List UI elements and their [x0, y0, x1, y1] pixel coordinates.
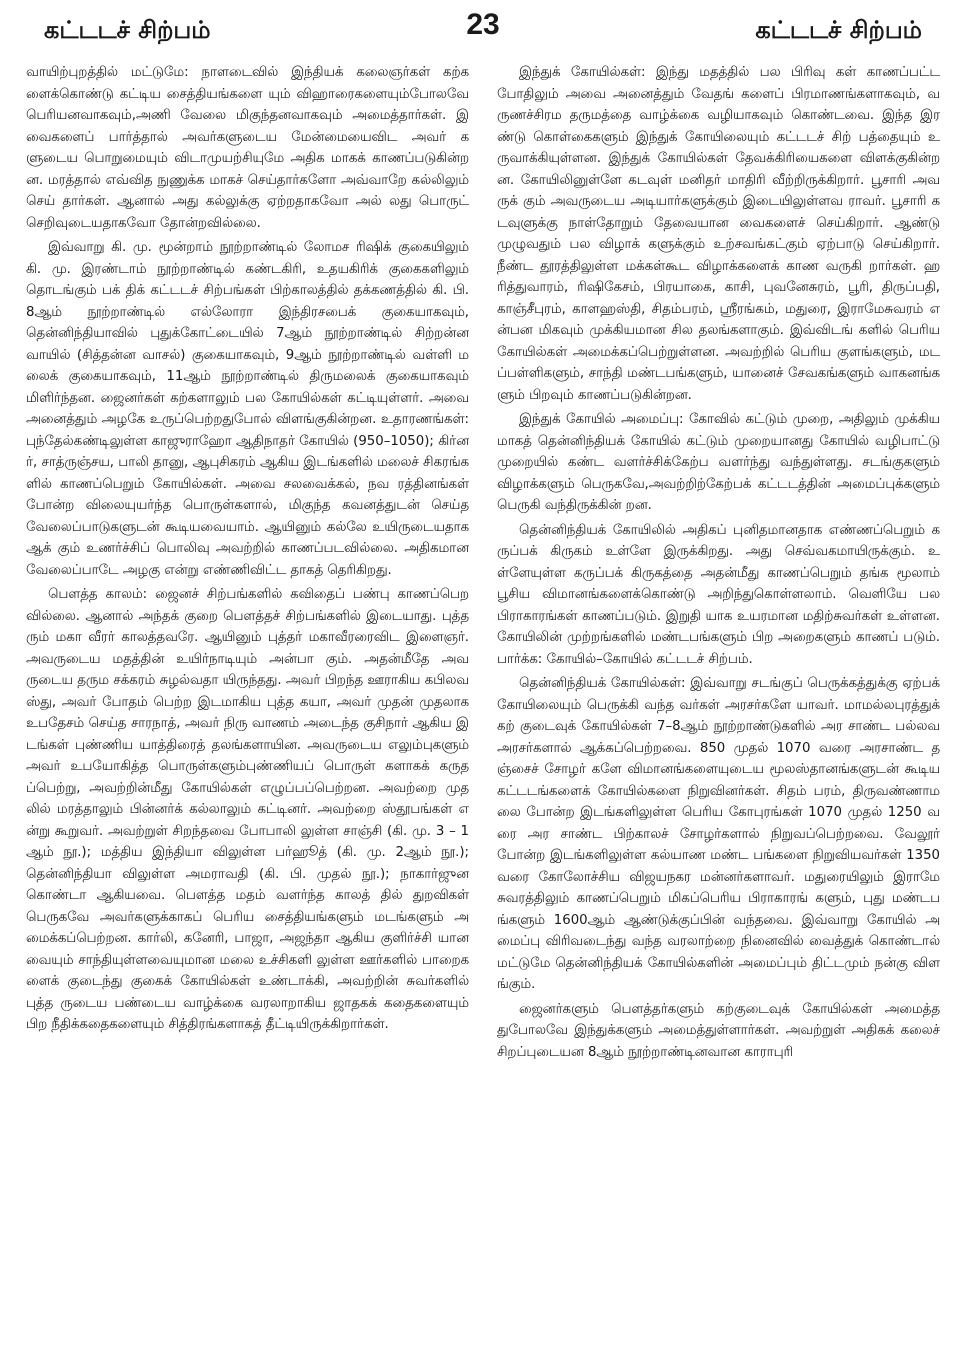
running-title-left: கட்டடச் சிற்பம் [44, 16, 211, 44]
paragraph: தென்னிந்தியக் கோயிலில் அதிகப் புனிதமானதாக எண்ணப்பெறும் கருப்பக் கிருகம் உள்ளே இருக்கிறது. அது செவ்வகமாயிருக்கும். உள்ளேயுள்ள கருப்பக் கிருகத்தை அதன்மீது காணப்பெறும் தங்க மூலாம் பூசிய விமானங்களைக்கொண்டு அறிந்துகொள்ளலாம். வெளியே பல பிராகாரங்கள் காணப்படும். இறுதி யாக உயரமான மதிற்சுவர்கள் உள்ளன. கோயிலின் முற்றங்களில் மண்டபங்களும் பிற அறைகளும் காணப் படும். பார்க்க: கோயில்–கோயில் கட்டடச் சிற்பம். [497, 522, 940, 667]
left-column [26, 62, 469, 1352]
paragraph: இவ்வாறு கி. மு. மூன்றாம் நூற்றாண்டில் லோமச ரிஷிக் குகையிலும் கி. மு. இரண்டாம் நூற்றாண்டில் கண்டகிரி, உதயகிரிக் குகைகளிலும் தொடங்கும் பக் திக் கட்டடச் சிற்பங்கள் பிற்காலத்தில் தக்கணத்தில் கி. பி. 8ஆம் நூற்றாண்டில் எல்லோரா இந்திரசபைக் குகையாகவும், தென்னிந்தியாவில் புதுக்கோட்டையில் 7ஆம் நூற்றாண்டில் சிற்றன்னவாயில் (சித்தன்ன வாசல்) குகையாகவும், 9ஆம் நூற்றாண்டில் வள்ளி மலைக் குகையாகவும், 11ஆம் நூற்றாண்டில் திருமலைக் குகையாகவும் மிளிர்ந்தன. ஜைனர்கள் கற்களாலும் பல கோயில்கள் கட்டியுள்ளர். அவை அனைத்தும் அழகே உருப்பெற்றதுபோல் விளங்குகின்றன. உதாரணங்கள்: புந்தேல்கண்டிலுள்ள காஜுராஹோ ஆதிநாதர் கோயில் (950–1050); கிர்னர், சாத்ருஞ்சய, பாலி தானு, ஆபுசிகரம் ஆகிய இடங்களில் மலைச் சிகரங்களில் காணப்பெறும் கோயில்கள். அவை சலவைக்கல், நவ ரத்தினங்கள் போன்ற விலையுயர்ந்த பொருள்களால், மிகுந்த கவனத்துடன் செய்த வேலைப்பாடுகளுடன் கூடியவையாம். ஆயினும் கல்லே உயிருடையதாக ஆக் கும் உணர்ச்சிப் பொலிவு அவற்றில் காணப்படவில்லை. அதிகமான வேலைப்பாடே அழகு என்று எண்ணிவிட்ட தாகத் தெரிகிறது. [26, 240, 469, 578]
running-title-right: கட்டடச் சிற்பம் [755, 16, 922, 44]
paragraph: வாயிற்புறத்தில் மட்டுமே: நாளடைவில் இந்தியக் கலைஞர்கள் கற்களைக்கொண்டு கட்டிய சைத்தியங்களை யும் விஹாரைகளையும்போலவே பெரியனவாகவும்,அணி வேலை மிகுந்தனவாகவும் அமைத்தார்கள். இவைகளைப் பார்த்தால் அவர்களுடைய மேன்மையைவிட அவர் களுடைய பொறுமையும் விடாமுயற்சியுமே அதிக மாகக் காணப்படுகின்றன. மரத்தால் எவ்வித நுணுக்க மாகச் செய்தார்களோ அவ்வாறே கல்லிலும் செய் தார்கள். ஆனால் அது கல்லுக்கு ஏற்றதாகவோ அல் லது பொருட் செறிவுடையதாகவோ தோன்றவில்லை. [26, 65, 469, 231]
paragraph: ஜைனர்களும் பௌத்தர்களும் கற்குடைவுக் கோயில்கள் அமைத்ததுபோலவே இந்துக்களும் அமைத்துள்ளார்கள். அவற்றுள் அதிகக் கலைச் சிறப்புடையன 8ஆம் நூற்றாண்டினவான காராபுரி [497, 1001, 940, 1060]
page-number: 23 [466, 8, 500, 41]
text-columns [26, 62, 940, 1352]
right-column [497, 62, 940, 1352]
paragraph: இந்துக் கோயில்கள்: இந்து மதத்தில் பல பிரிவு கள் காணப்பட்டபோதிலும் அவை அனைத்தும் வேதங் களைப் பிரமாணங்களாகவும், வருணச்சிரம தருமத்தை வாழ்க்கை வழியாகவும் கொண்டவை. இந்த இரண்டு கொள்கைகளும் இந்துக் கோயிலையும் கட்டடச் சிற் பத்தையும் உருவாக்கியுள்ளன. இந்துக் கோயில்கள் தேவக்கிரியைகளை விளக்குகின்றன. கோயிலினுள்ளே கடவுள் மனிதர் மாதிரி வீற்றிருக்கிறார். பூசாரி அவருக் கும் அவருடைய அடியார்களுக்கும் இடையிலுள்ளவ ராவர். பூசாரி கடவுளுக்கு நாள்தோறும் தேவையான வைகளைச் செய்கிறார். ஆண்டு முழுவதும் பல விழாக் களுக்கும் உற்சவங்கட்கும் ஏற்பாடு செய்கிறார். நீண்ட தூரத்திலுள்ள மக்கள்கூட விழாக்களைக் காண வருகி றார்கள். ஹரித்துவாரம், ரிஷிகேசம், பிரயாகை, காசி, புவனேசுரம், பூரி, திருப்பதி, காஞ்சீபுரம், காளஹஸ்தி, சிதம்பரம், ஸ்ரீரங்கம், மதுரை, இராமேசுவரம் என்பன மிகவும் முக்கியமான சில தலங்களாகும். இவ்விடங் களில் பெரிய கோயில்கள் அமைக்கப்பெற்றுள்ளன. அவற்றில் பெரிய குளங்களும், மடப்பள்ளிகளும், சாந்தி மண்டபங்களும், யானைச் சேவகங்களும் வாகனங்களும் பிறவும் காணப்படுகின்றன. [497, 65, 940, 403]
paragraph: இந்துக் கோயில் அமைப்பு: கோவில் கட்டும் முறை, அதிலும் முக்கியமாகத் தென்னிந்தியக் கோயில் கட்டும் முறையானது கோயில் வழிபாட்டு முறையில் கண்ட வளர்ச்சிக்கேற்ப வளர்ந்து வந்துள்ளது. சடங்குகளும் விழாக்களும் பெருகவே,அவற்றிற்கேற்பக் கட்டடத்தின் அமைப்புக்களும் பெருகி வந்திருக்கின் றன. [497, 412, 940, 513]
paragraph: தென்னிந்தியக் கோயில்கள்: இவ்வாறு சடங்குப் பெருக்கத்துக்கு ஏற்பக் கோயிலையும் பெருக்கி வந்த வர்கள் அரசர்களே யாவர். மாமல்லபுரத்துக் கற் குடைவுக் கோயில்கள் 7–8ஆம் நூற்றாண்டுகளில் அர சாண்ட பல்லவ அரசர்களால் ஆக்கப்பெற்றவை. 850 முதல் 1070 வரை அரசாண்ட தஞ்சைச் சோழர் களே விமானங்களையுடைய மூலஸ்தானங்களுடன் கூடிய கட்டடங்களைக் கோயில்களை நிறுவினர்கள். சிதம் பரம், திருவண்ணாமலை போன்ற இடங்களிலுள்ள பெரிய கோபுரங்கள் 1070 முதல் 1250 வரை அர சாண்ட பிற்காலச் சோழர்களால் நிறுவப்பெற்றவை. வேலூர் போன்ற இடங்களிலுள்ள கல்யாண மண்ட பங்களை நிறுவியவர்கள் 1350 வரை கோலோச்சிய விஜயநகர மன்னர்களாவர். மதுரையிலும் இராமே சுவரத்திலும் காணப்பெறும் மிகப்பெரிய பிராகாரங் களும், புது மண்டபங்களும் 1600ஆம் ஆண்டுக்குப்பின் வந்தவை. இவ்வாறு கோயில் அமைப்பு விரிவடைந்து வந்த வரலாற்றை நினைவில் வைத்துக் கொண்டால் மட்டுமே தென்னிந்தியக் கோயில்களின் அமைப்பும் திட்டமும் நன்கு விளங்கும். [497, 676, 940, 992]
page-header [26, 0, 940, 58]
paragraph: பௌத்த காலம்: ஜைனச் சிற்பங்களில் கவிதைப் பண்பு காணப்பெறவில்லை. ஆனால் அந்தக் குறை பௌத்தச் சிற்பங்களில் இடையாது. புத்தரும் மகா வீரர் காலத்தவரே. ஆயினும் புத்தர் மகாவீரரைவிட இளைஞர். அவருடைய மதத்தின் உயிர்நாடியும் அன்பா கும். அதன்மீதே அவருடைய தரும சக்கரம் சுழல்வதா யிருந்தது. அவர் பிறந்த ஊராகிய கபிலவஸ்து, அவர் போதம் பெற்ற இடமாகிய புத்த கயா, அவர் முதன் முதலாக உபதேசம் செய்த சாரநாத், அவர் நிரு வாணம் அடைந்த குசிநார் ஆகிய இடங்கள் புண்ணிய யாத்திரைத் தலங்களாயின. அவருடைய எலும்புகளும் அவர் உபயோகித்த பொருள்களும்புண்ணியப் பொருள் களாகக் கருதப்பெற்று, அவற்றின்மீது கோயில்கள் எழுப்பப்பெற்றன. அவற்றை முதலில் மரத்தாலும் பின்னர்க் கல்லாலும் கட்டினர். அவற்றை ஸ்தூபங்கள் என்று கூறுவர். அவற்றுள் சிறந்தவை போபாலி லுள்ள சாஞ்சி (கி. மு. 3 – 1ஆம் நூ.); மத்திய இந்தியா விலுள்ள பர்ஹூத் (கி. மு. 2ஆம் நூ.); தென்னிந்தியா விலுள்ள அமராவதி (கி. பி. முதல் நூ.); நாகார்ஜுன கொண்டா ஆகியவை. பௌத்த மதம் வளர்ந்த காலத் தில் துறவிகள் பெருகவே அவர்களுக்காகப் பெரிய சைத்தியங்களும் மடங்களும் அமைக்கப்பெற்றன. கார்லி, கனேரி, பாஜா, அஜந்தா ஆகிய குளிர்ச்சி யானவையும் சாந்தியுள்ளவையுமான மலை உச்சிகளி லுள்ள ஊர்களில் பாறைகளைக் குடைந்து குகைக் கோயில்கள் உண்டாக்கி, அவற்றின் சுவர்களில் புத்த ருடைய பண்டைய வாழ்க்கை வரலாறாகிய ஜாதகக் கதைகளையும் பிற நீதிக்கதைகளையும் சித்திரங்களாகத் தீட்டியிருக்கிறார்கள். [26, 587, 469, 1032]
